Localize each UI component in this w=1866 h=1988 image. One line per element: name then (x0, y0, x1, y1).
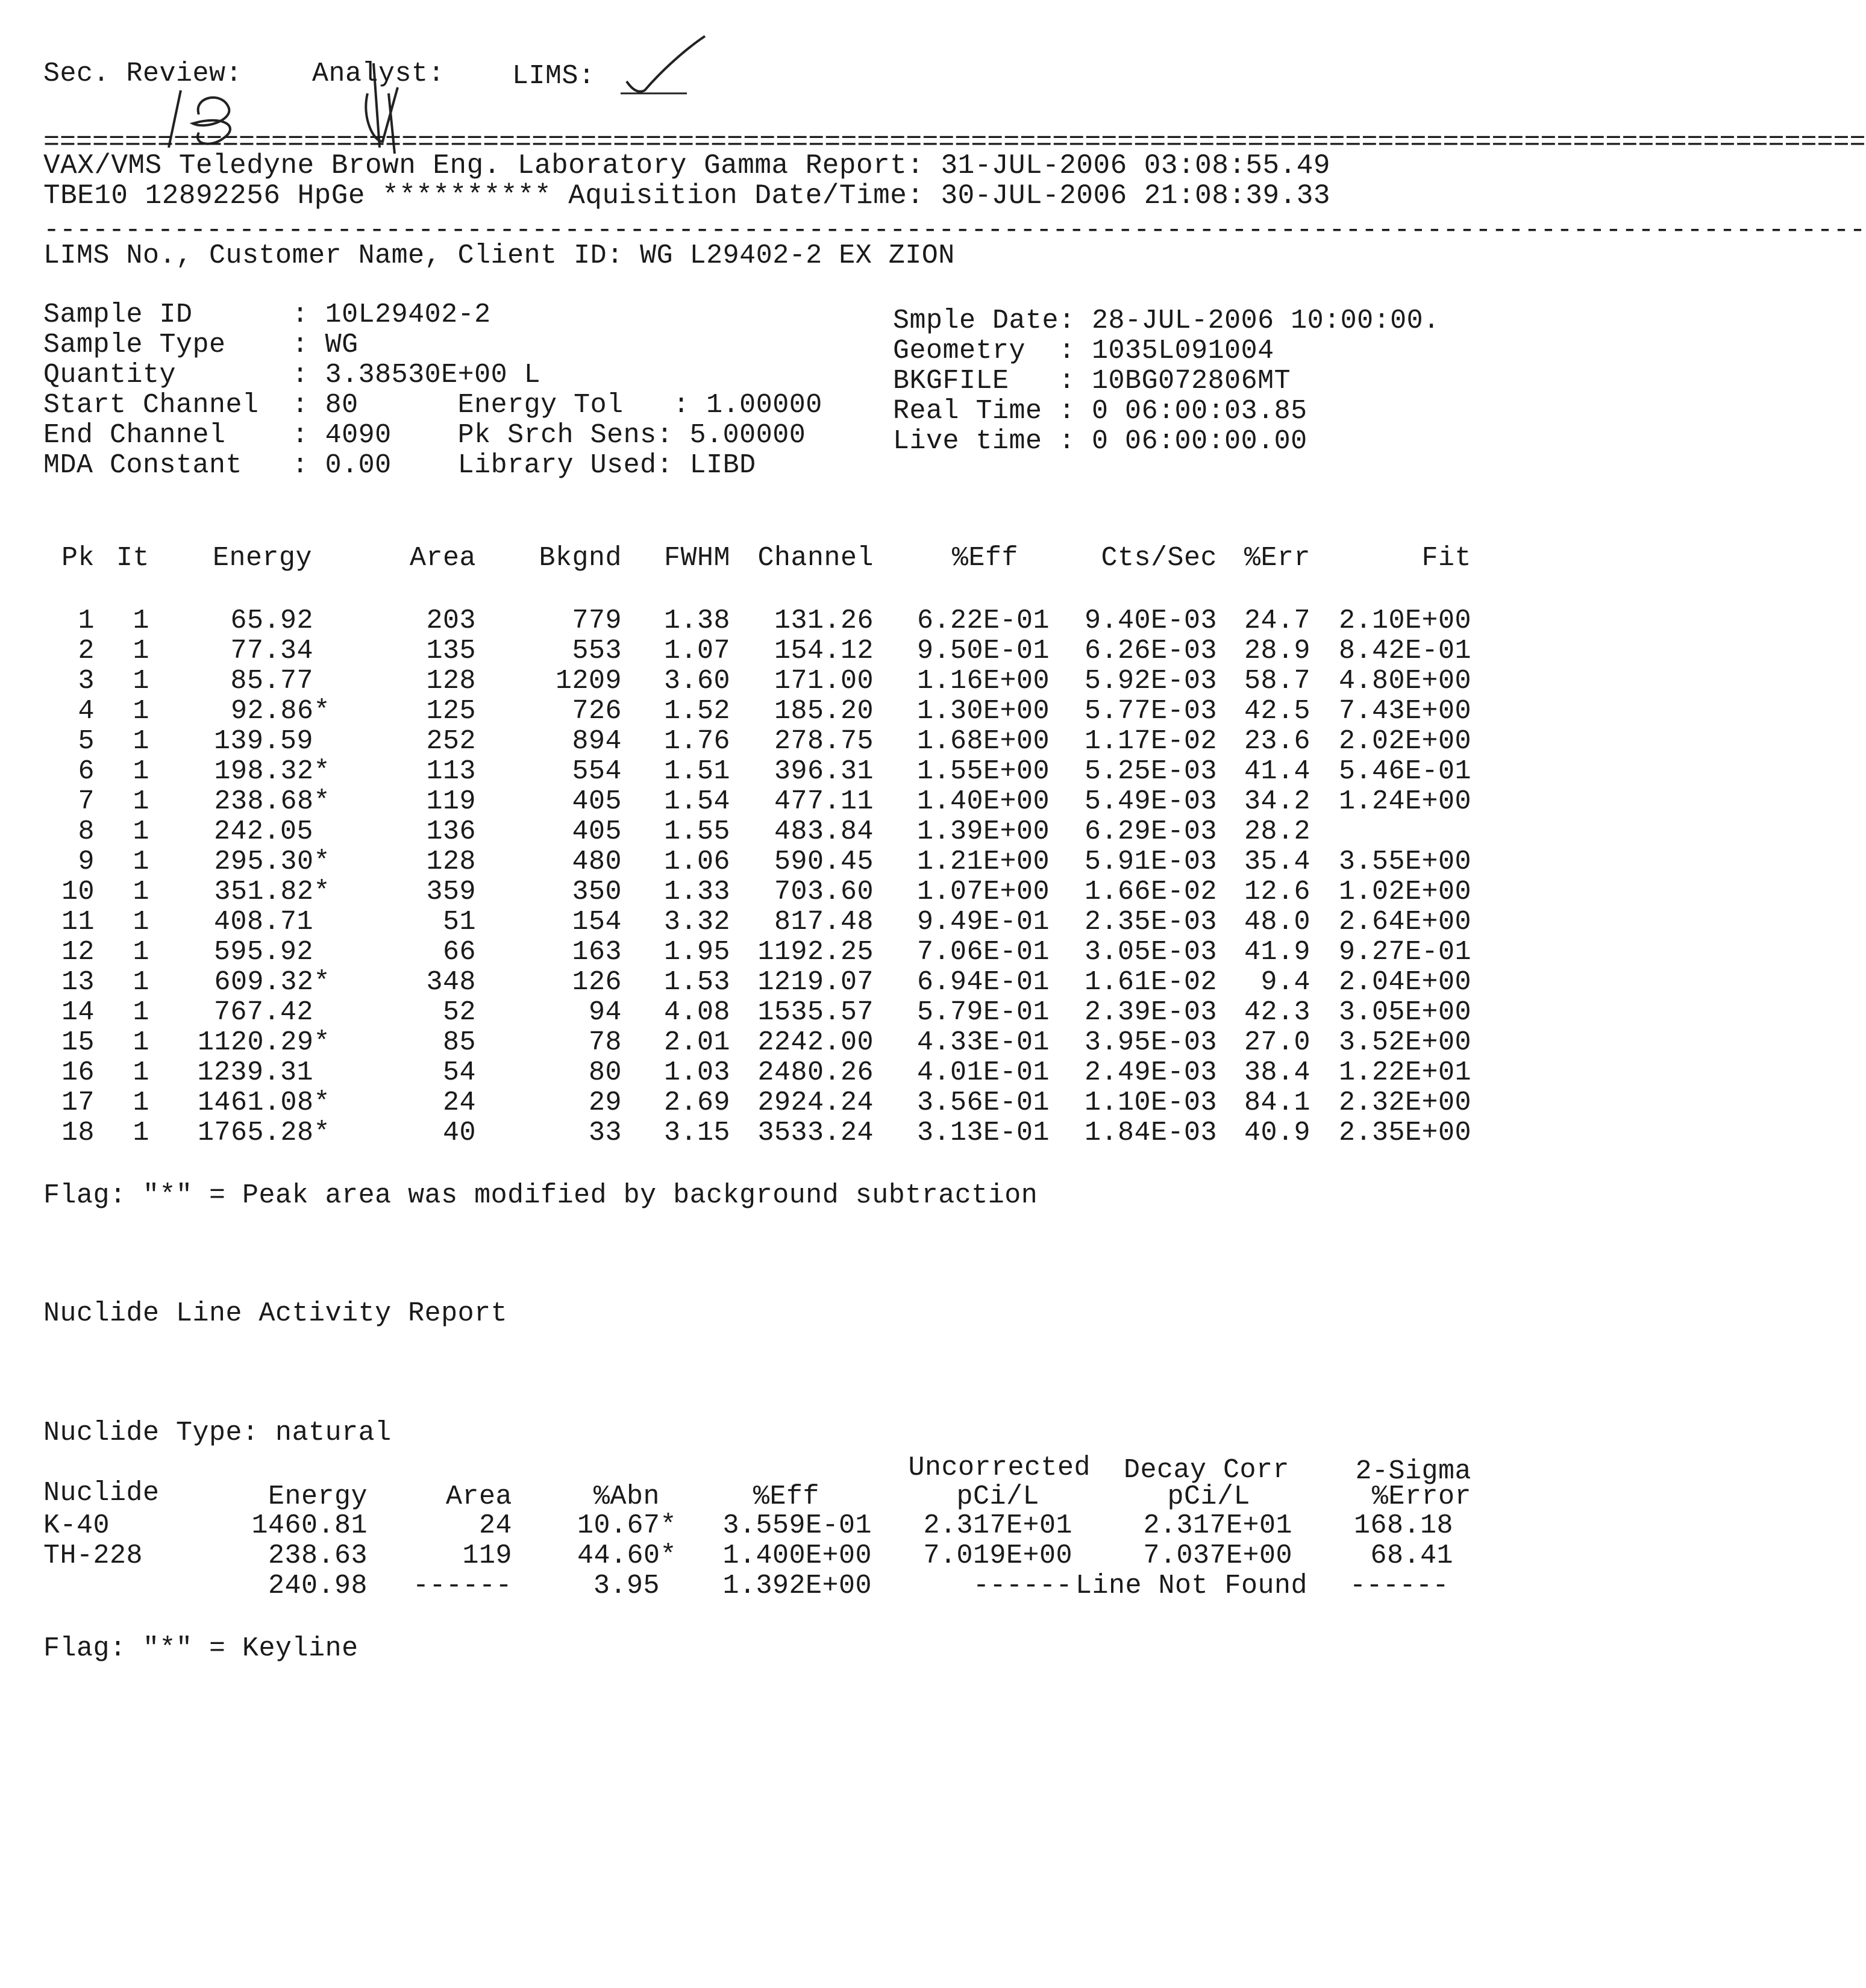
peak-cell-channel: 171.00 (774, 666, 874, 696)
lims-label: LIMS: (512, 61, 595, 92)
peak-cell-pk: 16 (61, 1057, 95, 1088)
peak-cell-cts-sec: 5.77E-03 (1084, 696, 1217, 727)
peak-cell-energy: 351.82* (214, 877, 330, 907)
peak-cell-err: 24.7 (1244, 605, 1310, 636)
nuclide-header-nuclide: Nuclide (43, 1478, 160, 1508)
peak-cell-area: 119 (426, 786, 476, 817)
peak-cell-channel: 2480.26 (757, 1057, 874, 1088)
peak-cell-fit: 9.27E-01 (1338, 937, 1471, 967)
peak-cell-bkgnd: 94 (588, 997, 622, 1028)
peak-cell-channel: 703.60 (774, 877, 874, 907)
peak-cell-fwhm: 3.32 (663, 907, 730, 937)
peak-cell-fwhm: 3.15 (663, 1117, 730, 1148)
nuclide-header-decay-corr: Decay Corr (1123, 1455, 1289, 1486)
analyst-label: Analyst: (312, 58, 445, 89)
peak-cell-it: 1 (133, 696, 149, 727)
peak-cell-area: 125 (426, 696, 476, 727)
peak-header-err: %Err (1244, 543, 1310, 574)
geometry: Geometry : 1035L091004 (893, 336, 1274, 366)
nuclide-cell-energy: 238.63 (268, 1540, 368, 1571)
sec-review-label: Sec. Review: (43, 58, 243, 89)
nuclide-type: Nuclide Type: natural (43, 1418, 392, 1448)
peak-cell-fwhm: 3.60 (663, 666, 730, 696)
nuclide-cell-decay-pci: Line Not Found (1075, 1571, 1307, 1601)
nuclide-cell-decay-pci: 2.317E+01 (1143, 1510, 1292, 1541)
nuclide-cell-eff: 1.400E+00 (722, 1540, 872, 1571)
peak-cell-cts-sec: 5.25E-03 (1084, 756, 1217, 787)
peak-cell-fwhm: 1.52 (663, 696, 730, 727)
peak-cell-it: 1 (133, 997, 149, 1028)
nuclide-cell-energy: 240.98 (268, 1571, 368, 1601)
peak-cell-area: 85 (442, 1027, 476, 1058)
peak-cell-cts-sec: 1.66E-02 (1084, 877, 1217, 907)
peak-cell-bkgnd: 405 (572, 816, 622, 847)
peak-cell-cts-sec: 9.40E-03 (1084, 605, 1217, 636)
peak-cell-fit: 7.43E+00 (1338, 696, 1471, 727)
peak-cell-eff: 9.49E-01 (916, 907, 1050, 937)
lims-checkmark-signature (621, 33, 711, 99)
peak-cell-fwhm: 1.33 (663, 877, 730, 907)
nuclide-cell-decay-pci: 7.037E+00 (1143, 1540, 1292, 1571)
peak-cell-err: 35.4 (1244, 846, 1310, 877)
peak-cell-it: 1 (133, 907, 149, 937)
peak-cell-energy: 77.34 (230, 636, 313, 666)
peak-cell-it: 1 (133, 1087, 149, 1118)
peak-cell-it: 1 (133, 846, 149, 877)
peak-cell-area: 135 (426, 636, 476, 666)
sample-type: Sample Type : WG (43, 330, 358, 360)
peak-cell-it: 1 (133, 967, 149, 998)
peak-cell-err: 34.2 (1244, 786, 1310, 817)
peak-cell-eff: 1.16E+00 (916, 666, 1050, 696)
peak-cell-eff: 3.56E-01 (916, 1087, 1050, 1118)
peak-cell-bkgnd: 126 (572, 967, 622, 998)
peak-cell-bkgnd: 78 (588, 1027, 622, 1058)
peak-cell-fwhm: 1.38 (663, 605, 730, 636)
peak-cell-it: 1 (133, 816, 149, 847)
peak-cell-pk: 3 (78, 666, 95, 696)
peak-cell-bkgnd: 1209 (555, 666, 622, 696)
peak-cell-eff: 4.33E-01 (916, 1027, 1050, 1058)
peak-cell-energy: 609.32* (214, 967, 330, 998)
peak-cell-bkgnd: 154 (572, 907, 622, 937)
peak-header-energy: Energy (212, 543, 312, 574)
peak-cell-channel: 154.12 (774, 636, 874, 666)
peak-cell-eff: 6.94E-01 (916, 967, 1050, 998)
peak-cell-eff: 6.22E-01 (916, 605, 1050, 636)
peak-cell-energy: 595.92 (213, 937, 313, 967)
peak-cell-err: 58.7 (1244, 666, 1310, 696)
peak-cell-cts-sec: 1.17E-02 (1084, 726, 1217, 757)
peak-cell-area: 359 (426, 877, 476, 907)
nuclide-cell-eff: 1.392E+00 (722, 1571, 872, 1601)
peak-cell-bkgnd: 779 (572, 605, 622, 636)
peak-cell-channel: 1219.07 (757, 967, 874, 998)
nuclide-cell-abn: 10.67* (577, 1510, 677, 1541)
peak-cell-eff: 4.01E-01 (916, 1057, 1050, 1088)
peak-cell-cts-sec: 2.39E-03 (1084, 997, 1217, 1028)
nuclide-cell-uncorr-pci: ------ (972, 1571, 1072, 1601)
live-time: Live time : 0 06:00:00.00 (893, 426, 1307, 457)
peak-cell-pk: 15 (61, 1027, 95, 1058)
nuclide-header-decay-pci: pCi/L (1167, 1481, 1250, 1512)
peak-header-channel: Channel (757, 543, 874, 574)
peak-cell-fwhm: 1.95 (663, 937, 730, 967)
peak-cell-pk: 10 (61, 877, 95, 907)
peak-cell-channel: 817.48 (774, 907, 874, 937)
peak-cell-bkgnd: 350 (572, 877, 622, 907)
peak-cell-pk: 17 (61, 1087, 95, 1118)
peak-cell-cts-sec: 6.29E-03 (1084, 816, 1217, 847)
peak-cell-cts-sec: 6.26E-03 (1084, 636, 1217, 666)
peak-cell-area: 252 (426, 726, 476, 757)
peak-cell-fwhm: 1.76 (663, 726, 730, 757)
peak-cell-fit: 3.05E+00 (1338, 997, 1471, 1028)
peak-cell-fwhm: 1.06 (663, 846, 730, 877)
peak-cell-eff: 1.68E+00 (916, 726, 1050, 757)
peak-cell-pk: 4 (78, 696, 95, 727)
nuclide-cell-energy: 1460.81 (251, 1510, 368, 1541)
nuclide-header-area: Area (445, 1481, 512, 1512)
mda-constant-library: MDA Constant : 0.00 Library Used: LIBD (43, 450, 756, 481)
sample-date: Smple Date: 28-JUL-2006 10:00:00. (893, 305, 1440, 336)
peak-cell-cts-sec: 3.05E-03 (1084, 937, 1217, 967)
peak-cell-cts-sec: 2.49E-03 (1084, 1057, 1217, 1088)
peak-cell-pk: 5 (78, 726, 95, 757)
peak-cell-eff: 1.39E+00 (916, 816, 1050, 847)
peak-cell-pk: 2 (78, 636, 95, 666)
end-channel-pk-srch-sens: End Channel : 4090 Pk Srch Sens: 5.00000 (43, 420, 806, 451)
peak-cell-cts-sec: 5.92E-03 (1084, 666, 1217, 696)
peak-cell-fit: 2.35E+00 (1338, 1117, 1471, 1148)
peak-cell-fwhm: 1.03 (663, 1057, 730, 1088)
nuclide-header-error: %Error (1371, 1481, 1471, 1512)
peak-cell-err: 84.1 (1244, 1087, 1310, 1118)
nuclide-cell-area: ------ (412, 1571, 512, 1601)
nuclide-header-energy: Energy (268, 1481, 368, 1512)
peak-cell-eff: 9.50E-01 (916, 636, 1050, 666)
peak-cell-area: 203 (426, 605, 476, 636)
double-rule-divider: ================================================================================================================ (43, 127, 1866, 158)
peak-cell-bkgnd: 33 (588, 1117, 622, 1148)
nuclide-header-2-sigma: 2-Sigma (1355, 1456, 1471, 1487)
peak-cell-bkgnd: 554 (572, 756, 622, 787)
peak-cell-fwhm: 1.55 (663, 816, 730, 847)
peak-cell-channel: 477.11 (774, 786, 874, 817)
peak-cell-area: 51 (442, 907, 476, 937)
peak-cell-eff: 1.40E+00 (916, 786, 1050, 817)
nuclide-cell-abn: 3.95 (593, 1571, 660, 1601)
peak-cell-channel: 483.84 (774, 816, 874, 847)
peak-cell-eff: 1.55E+00 (916, 756, 1050, 787)
peak-cell-pk: 1 (78, 605, 95, 636)
nuclide-report-title: Nuclide Line Activity Report (43, 1298, 508, 1329)
peak-cell-channel: 185.20 (774, 696, 874, 727)
peak-cell-energy: 242.05 (213, 816, 313, 847)
peak-cell-energy: 1239.31 (197, 1057, 313, 1088)
peak-cell-bkgnd: 405 (572, 786, 622, 817)
nuclide-header-eff: %Eff (753, 1481, 819, 1512)
peak-cell-cts-sec: 1.84E-03 (1084, 1117, 1217, 1148)
peak-header-pk: Pk (61, 543, 95, 574)
peak-cell-it: 1 (133, 666, 149, 696)
bkgfile: BKGFILE : 10BG072806MT (893, 366, 1291, 396)
peak-cell-it: 1 (133, 786, 149, 817)
peak-cell-fit: 5.46E-01 (1338, 756, 1471, 787)
peak-cell-energy: 198.32* (214, 756, 330, 787)
peak-cell-err: 42.3 (1244, 997, 1310, 1028)
peak-cell-area: 40 (442, 1117, 476, 1148)
peak-cell-bkgnd: 726 (572, 696, 622, 727)
peak-cell-pk: 11 (61, 907, 95, 937)
nuclide-cell-uncorr-pci: 7.019E+00 (923, 1540, 1072, 1571)
peak-cell-pk: 13 (61, 967, 95, 998)
peak-cell-fwhm: 1.07 (663, 636, 730, 666)
peak-cell-area: 136 (426, 816, 476, 847)
peak-cell-err: 12.6 (1244, 877, 1310, 907)
peak-cell-energy: 85.77 (230, 666, 313, 696)
peak-cell-fit: 3.55E+00 (1338, 846, 1471, 877)
peak-header-area: Area (409, 543, 476, 574)
dashed-rule-divider: ---------------------------------------------------------------------------------------------------------------- (43, 215, 1866, 246)
peak-cell-bkgnd: 553 (572, 636, 622, 666)
peak-cell-err: 38.4 (1244, 1057, 1310, 1088)
peak-cell-fit: 2.64E+00 (1338, 907, 1471, 937)
peak-cell-channel: 396.31 (774, 756, 874, 787)
peak-cell-err: 48.0 (1244, 907, 1310, 937)
peak-cell-channel: 590.45 (774, 846, 874, 877)
peak-cell-it: 1 (133, 1057, 149, 1088)
sample-id: Sample ID : 10L29402-2 (43, 299, 491, 330)
peak-cell-cts-sec: 3.95E-03 (1084, 1027, 1217, 1058)
peak-cell-err: 40.9 (1244, 1117, 1310, 1148)
peak-cell-energy: 238.68* (214, 786, 330, 817)
peak-cell-area: 54 (442, 1057, 476, 1088)
peak-cell-it: 1 (133, 605, 149, 636)
peak-cell-fwhm: 4.08 (663, 997, 730, 1028)
real-time: Real Time : 0 06:00:03.85 (893, 396, 1307, 427)
nuclide-cell-error: 168.18 (1353, 1510, 1453, 1541)
peak-cell-it: 1 (133, 726, 149, 757)
flag-keyline-note: Flag: "*" = Keyline (43, 1633, 358, 1664)
peak-cell-fwhm: 1.53 (663, 967, 730, 998)
peak-cell-area: 66 (442, 937, 476, 967)
nuclide-cell-error: ------ (1349, 1571, 1449, 1601)
nuclide-cell-abn: 44.60* (577, 1540, 677, 1571)
nuclide-header-abn: %Abn (593, 1481, 660, 1512)
peak-cell-err: 28.9 (1244, 636, 1310, 666)
peak-cell-channel: 278.75 (774, 726, 874, 757)
peak-header-eff: %Eff (951, 543, 1018, 574)
peak-cell-area: 348 (426, 967, 476, 998)
flag-background-note: Flag: "*" = Peak area was modified by background subtraction (43, 1180, 1038, 1211)
peak-cell-energy: 408.71 (213, 907, 313, 937)
peak-cell-cts-sec: 5.91E-03 (1084, 846, 1217, 877)
peak-cell-pk: 18 (61, 1117, 95, 1148)
peak-cell-pk: 14 (61, 997, 95, 1028)
peak-header-fit: Fit (1421, 543, 1471, 574)
peak-cell-pk: 6 (78, 756, 95, 787)
peak-cell-fit: 2.02E+00 (1338, 726, 1471, 757)
peak-cell-fit: 4.80E+00 (1338, 666, 1471, 696)
peak-header-cts-sec: Cts/Sec (1101, 543, 1217, 574)
peak-cell-bkgnd: 29 (588, 1087, 622, 1118)
peak-cell-it: 1 (133, 937, 149, 967)
nuclide-cell-uncorr-pci: 2.317E+01 (923, 1510, 1072, 1541)
peak-cell-it: 1 (133, 636, 149, 666)
peak-cell-energy: 295.30* (214, 846, 330, 877)
peak-cell-energy: 92.86* (230, 696, 330, 727)
quantity: Quantity : 3.38530E+00 L (43, 360, 541, 390)
peak-cell-fwhm: 1.51 (663, 756, 730, 787)
peak-header-bkgnd: Bkgnd (539, 543, 622, 574)
report-header-line1: VAX/VMS Teledyne Brown Eng. Laboratory Gamma Report: 31-JUL-2006 03:08:55.49 (43, 150, 1330, 181)
nuclide-header-uncorrected: Uncorrected (908, 1452, 1091, 1483)
nuclide-cell-eff: 3.559E-01 (722, 1510, 872, 1541)
peak-cell-channel: 1535.57 (757, 997, 874, 1028)
nuclide-cell-area: 119 (462, 1540, 512, 1571)
peak-cell-eff: 3.13E-01 (916, 1117, 1050, 1148)
report-header-line2: TBE10 12892256 HpGe ********** Aquisition Date/Time: 30-JUL-2006 21:08:39.33 (43, 180, 1330, 211)
peak-cell-energy: 65.92 (230, 605, 313, 636)
lims-customer-line: LIMS No., Customer Name, Client ID: WG L29402-2 EX ZION (43, 240, 955, 271)
peak-cell-it: 1 (133, 1027, 149, 1058)
peak-cell-cts-sec: 1.61E-02 (1084, 967, 1217, 998)
peak-cell-area: 24 (442, 1087, 476, 1118)
peak-cell-area: 128 (426, 846, 476, 877)
peak-cell-it: 1 (133, 756, 149, 787)
peak-cell-fit: 2.10E+00 (1338, 605, 1471, 636)
start-channel-energy-tol: Start Channel : 80 Energy Tol : 1.00000 (43, 390, 822, 420)
peak-cell-fit: 8.42E-01 (1338, 636, 1471, 666)
peak-cell-area: 128 (426, 666, 476, 696)
nuclide-cell-area: 24 (478, 1510, 512, 1541)
peak-cell-cts-sec: 1.10E-03 (1084, 1087, 1217, 1118)
peak-cell-err: 27.0 (1244, 1027, 1310, 1058)
peak-cell-pk: 8 (78, 816, 95, 847)
peak-cell-eff: 1.21E+00 (916, 846, 1050, 877)
peak-header-fwhm: FWHM (663, 543, 730, 574)
peak-cell-cts-sec: 2.35E-03 (1084, 907, 1217, 937)
peak-cell-eff: 1.07E+00 (916, 877, 1050, 907)
peak-cell-pk: 7 (78, 786, 95, 817)
peak-cell-energy: 139.59 (213, 726, 313, 757)
nuclide-cell-nuclide: K-40 (43, 1510, 110, 1541)
peak-cell-channel: 1192.25 (757, 937, 874, 967)
peak-cell-area: 113 (426, 756, 476, 787)
nuclide-cell-error: 68.41 (1370, 1540, 1453, 1571)
peak-header-it: It (116, 543, 149, 574)
peak-cell-fit: 2.32E+00 (1338, 1087, 1471, 1118)
peak-cell-channel: 2242.00 (757, 1027, 874, 1058)
peak-cell-channel: 131.26 (774, 605, 874, 636)
peak-cell-energy: 767.42 (213, 997, 313, 1028)
peak-cell-err: 23.6 (1244, 726, 1310, 757)
peak-cell-channel: 2924.24 (757, 1087, 874, 1118)
peak-cell-eff: 5.79E-01 (916, 997, 1050, 1028)
peak-cell-pk: 9 (78, 846, 95, 877)
peak-cell-err: 28.2 (1244, 816, 1310, 847)
peak-cell-err: 41.4 (1244, 756, 1310, 787)
peak-cell-energy: 1461.08* (197, 1087, 330, 1118)
peak-cell-it: 1 (133, 877, 149, 907)
peak-cell-err: 42.5 (1244, 696, 1310, 727)
peak-cell-fwhm: 1.54 (663, 786, 730, 817)
nuclide-header-uncorr-pci: pCi/L (956, 1481, 1039, 1512)
peak-cell-bkgnd: 480 (572, 846, 622, 877)
peak-cell-area: 52 (442, 997, 476, 1028)
peak-cell-channel: 3533.24 (757, 1117, 874, 1148)
peak-cell-bkgnd: 163 (572, 937, 622, 967)
peak-cell-fwhm: 2.69 (663, 1087, 730, 1118)
peak-cell-eff: 7.06E-01 (916, 937, 1050, 967)
peak-cell-bkgnd: 80 (588, 1057, 622, 1088)
peak-cell-cts-sec: 5.49E-03 (1084, 786, 1217, 817)
peak-cell-energy: 1765.28* (197, 1117, 330, 1148)
peak-cell-fit: 1.24E+00 (1338, 786, 1471, 817)
nuclide-cell-nuclide: TH-228 (43, 1540, 143, 1571)
peak-cell-err: 41.9 (1244, 937, 1310, 967)
peak-cell-fit: 3.52E+00 (1338, 1027, 1471, 1058)
peak-cell-energy: 1120.29* (197, 1027, 330, 1058)
peak-cell-fit: 2.04E+00 (1338, 967, 1471, 998)
peak-cell-bkgnd: 894 (572, 726, 622, 757)
peak-cell-it: 1 (133, 1117, 149, 1148)
peak-cell-fit: 1.02E+00 (1338, 877, 1471, 907)
peak-cell-pk: 12 (61, 937, 95, 967)
peak-cell-fit: 1.22E+01 (1338, 1057, 1471, 1088)
peak-cell-fwhm: 2.01 (663, 1027, 730, 1058)
peak-cell-err: 9.4 (1260, 967, 1310, 998)
peak-cell-eff: 1.30E+00 (916, 696, 1050, 727)
